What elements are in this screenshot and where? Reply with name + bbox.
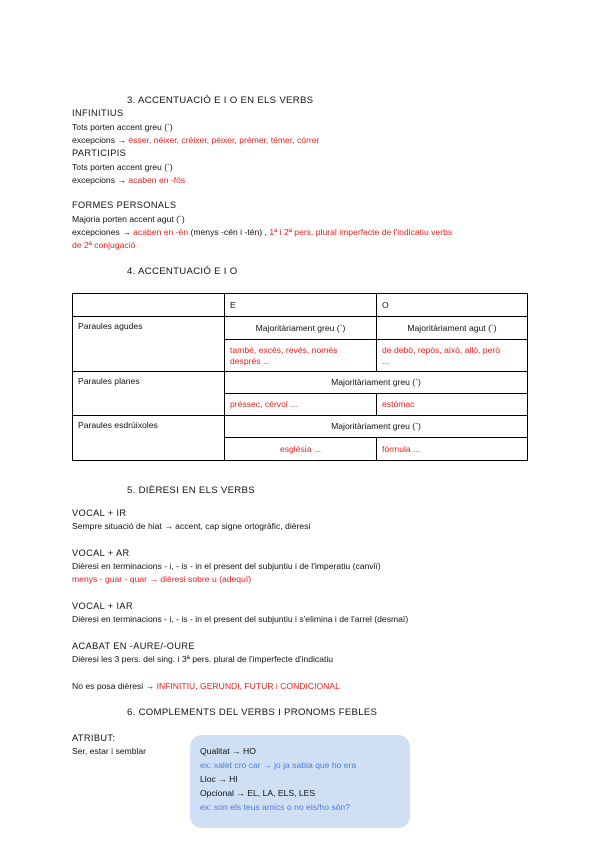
no-dieresi-list: INFINITIU, GERUNDI, FUTUR i CONDICIONAL (156, 681, 340, 691)
participis-rule: Tots porten accent greu (`) (72, 162, 173, 172)
section-6-heading: 6. COMPLEMENTS DEL VERBS I PRONOMS FEBLES (127, 707, 378, 718)
exceptions-list: acaben en -fós (128, 175, 186, 185)
accent-table (72, 293, 528, 461)
agudes-e-examples-line1: també, excés, revés, només (230, 344, 338, 355)
agudes-e-examples (225, 340, 377, 372)
agudes-e-examples-line2: després ... (230, 355, 271, 366)
formes-exceptions (72, 227, 452, 237)
bubble-line-3: Lloc → HI (200, 774, 238, 784)
exceptions-red-2: 1ª i 2ª pers. plural imperfecte de l'indicatiu verbs (269, 227, 453, 237)
exceptions-prefix: excepcions → (72, 175, 126, 185)
vocal-ir-text: Sempre situació de hiat → accent, cap signe ortogràfic, dièresi (72, 521, 311, 531)
participis-exceptions (72, 175, 185, 185)
no-dieresi-prefix: No es posa dièresi → (72, 681, 155, 691)
formes-label: FORMES PERSONALS (72, 200, 177, 210)
atribut-verbs: Ser, estar i semblar (72, 746, 147, 756)
table-row (73, 372, 528, 394)
exceptions-list: ésser, néixer, créixer, péixer, prémer, témer, córrer (128, 135, 320, 145)
bubble-line-4: Opcional → EL, LA, ELS, LES (200, 788, 316, 798)
planes-rule: Majoritàriament greu (`) (225, 372, 528, 394)
exceptions-prefix: excepciones → (72, 227, 131, 237)
no-dieresi-line (72, 681, 340, 691)
bubble-line-2: ex: xalet cro car → jo ja sabia que ho era (200, 760, 357, 770)
section-5-heading: 5. DIÈRESI EN ELS VERBS (127, 485, 255, 496)
vocal-ar-label: VOCAL + AR (72, 548, 130, 558)
agudes-o-rule: Majoritàriament agut (´) (377, 317, 528, 340)
bubble-line-5: ex: son els teus amics o no els/ho són? (200, 802, 350, 812)
section-3-heading: 3. ACCENTUACIÓ E I O EN ELS VERBS (127, 95, 314, 106)
table-row (73, 317, 528, 340)
exceptions-red-1: acaben en -èn (133, 227, 189, 237)
agudes-label: Paraules agudes (73, 317, 225, 372)
acabat-label: ACABAT EN -AURE/-OURE (72, 641, 195, 651)
formes-exceptions-cont: de 2ª conjugació (72, 240, 136, 250)
vocal-iar-text: Dièresi en terminacions - i, - is - in el present del subjuntiu i s'elimina i de l'arrel (desmaï) (72, 614, 409, 624)
planes-o-examples: estómac (377, 394, 528, 416)
exceptions-black: (menys -cén i -tén) , (190, 227, 267, 237)
esdruixoles-label: Paraules esdrúixoles (73, 416, 225, 461)
esdruixoles-rule: Majoritàriament greu (`) (225, 416, 528, 438)
section-4-heading: 4. ACCENTUACIÓ E I O (127, 266, 238, 277)
agudes-o-examples-line1: de debò, repòs, això, allò, però (382, 344, 501, 355)
infinitius-rule: Tots porten accent greu (`) (72, 122, 173, 132)
vocal-ar-text: Dièresi en terminacions - i, - is - in el present del subjuntiu i de l'imperatiu (canviï) (72, 561, 381, 571)
infinitius-exceptions (72, 135, 319, 145)
pronoms-bubble (190, 735, 410, 828)
esdruixoles-o-examples: fórmula ... (377, 438, 528, 461)
participis-label: PARTICIPIS (72, 148, 127, 158)
vocal-iar-label: VOCAL + IAR (72, 601, 133, 611)
acabat-text: Dièresi les 3 pers. del sing. i 3ª pers. plural de l'imperfecte d'indicatiu (72, 654, 334, 664)
vocal-ir-label: VOCAL + IR (72, 508, 127, 518)
formes-rule: Majoria porten accent agut (´) (72, 214, 185, 224)
atribut-label: ATRIBUT: (72, 733, 116, 743)
agudes-e-rule: Majoritàriament greu (`) (225, 317, 377, 340)
col-o-header: O (377, 294, 528, 317)
col-e-header: E (225, 294, 377, 317)
table-row (73, 416, 528, 438)
infinitius-label: INFINITIUS (72, 108, 124, 118)
agudes-o-examples (377, 340, 528, 372)
planes-e-examples: préssec, cérvol ... (225, 394, 377, 416)
vocal-ar-exception: menys - guar - quar → dièresi sobre u (adequï) (72, 574, 252, 584)
table-header-row (73, 294, 528, 317)
planes-label: Paraules planes (73, 372, 225, 416)
exceptions-prefix: excepcions → (72, 135, 126, 145)
esdruixoles-e-examples: església ... (225, 438, 377, 461)
table-corner-cell (73, 294, 225, 317)
agudes-o-examples-line2: ... (382, 355, 390, 366)
bubble-line-1: Qualitat → HO (200, 746, 256, 756)
